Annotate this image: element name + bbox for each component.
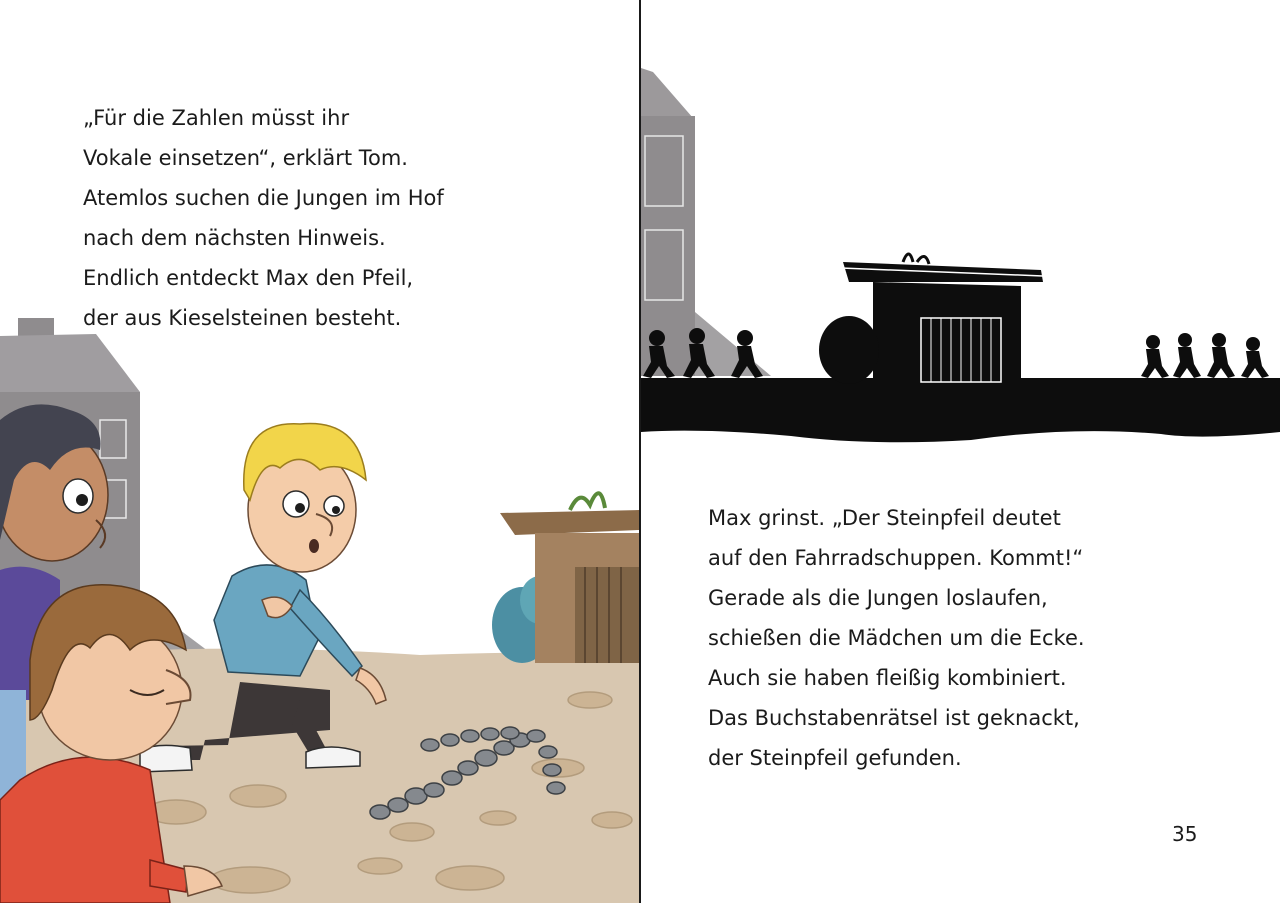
running-girls-silhouettes <box>1141 333 1269 378</box>
text-line: der Steinpfeil gefunden. <box>708 746 962 770</box>
text-line: Atemlos suchen die Jungen im Hof <box>83 186 444 210</box>
text-line: Endlich entdeckt Max den Pfeil, <box>83 266 414 290</box>
left-page <box>0 0 639 903</box>
left-paragraph <box>83 98 444 338</box>
ground-silhouette <box>641 378 1280 442</box>
right-paragraph <box>708 498 1085 778</box>
text-line: Max grinst. „Der Steinpfeil deutet <box>708 506 1061 530</box>
text-line: Das Buchstabenrätsel ist geknackt, <box>708 706 1080 730</box>
text-line: „Für die Zahlen müsst ihr <box>83 106 350 130</box>
grey-building <box>641 68 771 376</box>
bike-shed-silhouette <box>819 254 1043 384</box>
text-line: der aus Kieselsteinen besteht. <box>83 306 402 330</box>
silhouette-illustration <box>641 0 1280 460</box>
text-line: nach dem nächsten Hinweis. <box>83 226 386 250</box>
text-line: auf den Fahrradschuppen. Kommt!“ <box>708 546 1084 570</box>
text-line: Auch sie haben fleißig kombiniert. <box>708 666 1067 690</box>
text-line: Vokale einsetzen“, erklärt Tom. <box>83 146 408 170</box>
text-line: Gerade als die Jungen loslaufen, <box>708 586 1048 610</box>
page-number: 35 <box>1172 822 1198 846</box>
right-page <box>641 0 1280 903</box>
text-line: schießen die Mädchen um die Ecke. <box>708 626 1085 650</box>
